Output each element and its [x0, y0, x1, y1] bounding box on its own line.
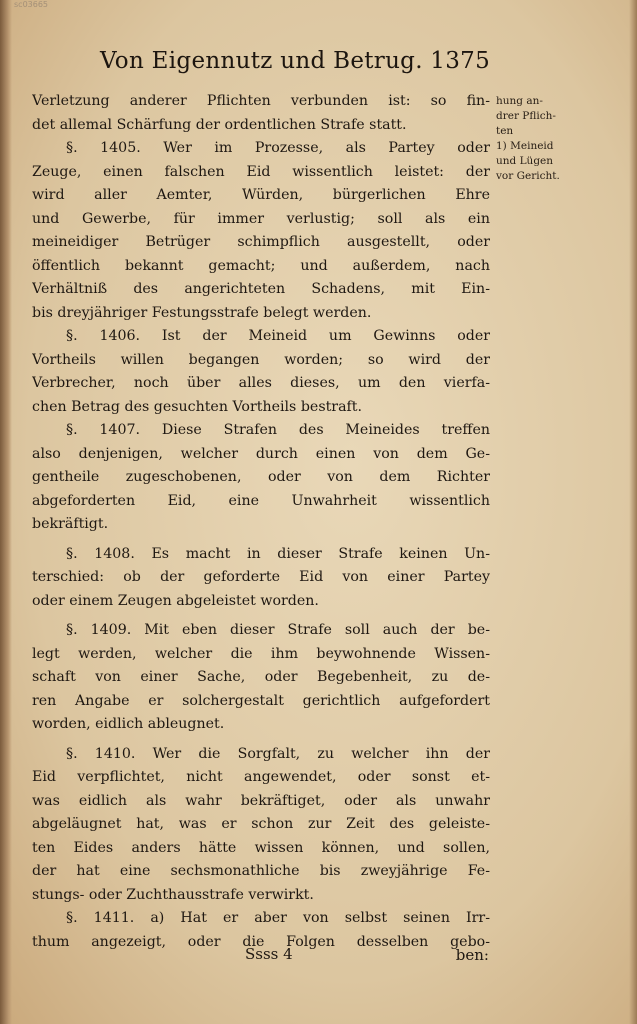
- margin-note-line: und Lügen: [496, 155, 554, 167]
- text-line: worden, eidlich ableugnet.: [32, 716, 225, 732]
- margin-note-line: hung an-: [496, 95, 543, 107]
- text-line: Zeuge, einen falschen Eid wissentlich leistet: der: [32, 163, 490, 180]
- running-title: Von Eigennutz und Betrug.: [100, 48, 423, 74]
- text-line: öffentlich bekannt gemacht; und außerdem, nach: [32, 257, 490, 274]
- paragraph-1410-start: §. 1410. Wer die Sorgfalt, zu welcher ihn der: [66, 745, 490, 762]
- margin-note-line: 1) Meineid: [496, 140, 554, 152]
- text-line: stungs- oder Zuchthausstrafe verwirkt.: [32, 886, 314, 903]
- text-line: Verhältniß des angerichteten Schadens, mit Ein-: [32, 281, 490, 297]
- text-line: terschied: ob der geforderte Eid von einer Partey: [32, 569, 490, 585]
- text-line: chen Betrag des gesuchten Vortheils bestraft.: [32, 398, 363, 415]
- margin-note: [496, 94, 586, 184]
- margin-note-line: ten: [496, 125, 514, 137]
- text-line: meineidiger Betrüger schimpflich ausgestellt, oder: [32, 234, 490, 250]
- text-line: bis dreyjähriger Festungsstrafe belegt werden.: [32, 304, 372, 321]
- page-edge-shadow: [629, 0, 637, 1024]
- running-header: [100, 48, 490, 80]
- text-line: abgeforderten Eid, eine Unwahrheit wissentlich: [32, 492, 490, 509]
- text-line: der hat eine sechsmonathliche bis zweyjährige Fe-: [32, 863, 490, 879]
- text-line: und Gewerbe, für immer verlustig; soll als ein: [32, 210, 490, 227]
- text-line: Vortheils willen begangen worden; so wird der: [32, 351, 490, 368]
- text-line: Eid verpflichtet, nicht angewendet, oder sonst et-: [32, 769, 490, 785]
- archive-stamp: sc03665: [14, 0, 49, 9]
- text-line: also denjenigen, welcher durch einen von dem Ge-: [32, 445, 490, 462]
- paragraph-1407-start: §. 1407. Diese Strafen des Meineides treffen: [66, 422, 490, 438]
- paragraph-1406-start: §. 1406. Ist der Meineid um Gewinns oder: [66, 328, 490, 344]
- text-line: legt werden, welcher die ihm beywohnende Wissen-: [32, 645, 490, 662]
- page-number: 1375: [430, 48, 490, 74]
- text-line: ren Angabe er solchergestalt gerichtlich aufgefordert: [32, 692, 490, 709]
- paragraph-1408-start: §. 1408. Es macht in dieser Strafe keinen Un-: [66, 545, 490, 562]
- margin-note-line: vor Gericht.: [496, 170, 560, 182]
- text-line: Verletzung anderer Pflichten verbunden ist: so fin-: [32, 93, 490, 109]
- margin-note-line: drer Pflich-: [496, 110, 556, 122]
- paragraph-1405-start: §. 1405. Wer im Prozesse, als Partey oder: [66, 140, 490, 156]
- page-gutter-shadow: [0, 0, 12, 1024]
- signature-mark: Ssss 4: [245, 945, 293, 963]
- main-text-block: [32, 90, 490, 954]
- text-line: abgeläugnet hat, was er schon zur Zeit des geleiste-: [32, 816, 490, 832]
- catchword: ben:: [455, 946, 489, 964]
- paragraph-1411-start: §. 1411. a) Hat er aber von selbst seinen Irr-: [66, 910, 490, 926]
- text-line: was eidlich als wahr bekräftiget, oder als unwahr: [32, 792, 490, 809]
- text-line: wird aller Aemter, Würden, bürgerlichen Ehre: [32, 187, 490, 203]
- text-line: schaft von einer Sache, oder Begebenheit, zu de-: [32, 669, 490, 685]
- text-line: bekräftigt.: [32, 516, 109, 532]
- text-line: det allemal Schärfung der ordentlichen Strafe statt.: [32, 116, 407, 133]
- text-line: oder einem Zeugen abgeleistet worden.: [32, 592, 319, 609]
- text-line: gentheile zugeschobenen, oder von dem Richter: [32, 469, 490, 485]
- text-line: thum angezeigt, oder die Folgen desselben gebo-: [32, 933, 490, 950]
- paragraph-1409-start: §. 1409. Mit eben dieser Strafe soll auch der be-: [66, 622, 490, 638]
- text-line: Verbrecher, noch über alles dieses, um den vierfa-: [32, 375, 490, 391]
- text-line: ten Eides anders hätte wissen können, und sollen,: [32, 839, 490, 856]
